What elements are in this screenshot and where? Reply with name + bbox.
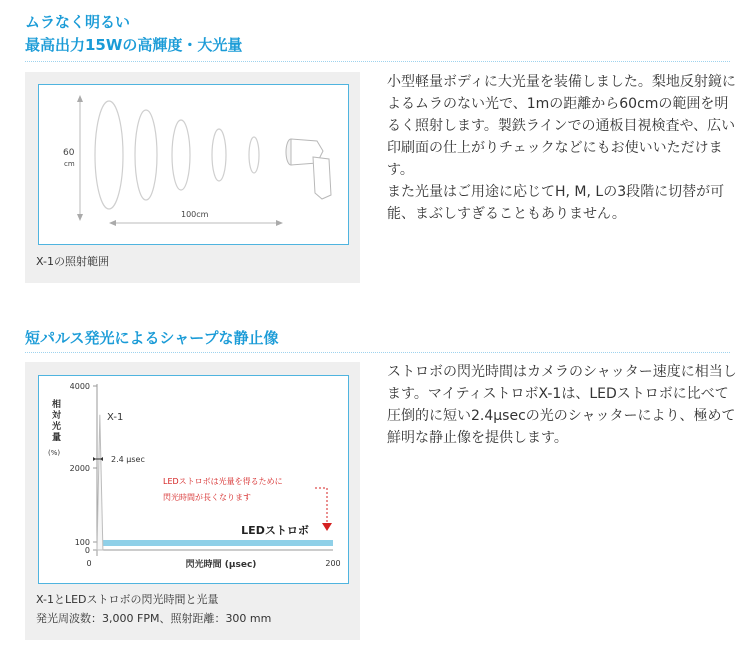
light-spots xyxy=(95,101,259,209)
y-axis-label-char: 相 xyxy=(52,400,62,410)
flash-duration-chart xyxy=(39,376,348,583)
figure2-caption-line1: X-1とLEDストロボの閃光時間と光量 xyxy=(36,593,219,606)
illumination-diagram xyxy=(39,85,348,244)
light-spot-5 xyxy=(249,137,259,173)
x-tick-label: 0 xyxy=(86,559,92,568)
led-series-bar xyxy=(97,540,333,546)
light-spot-3 xyxy=(172,120,190,190)
section1-text xyxy=(387,71,737,225)
x1-series-pulse xyxy=(97,415,103,550)
figure2-caption-line2: 発光周波数：3,000 FPM、照射距離：300 mm xyxy=(36,612,272,625)
y-axis-label-char: 量 xyxy=(52,433,62,443)
pulse-width-label: 2.4 μsec xyxy=(111,455,145,464)
figure2-panel xyxy=(25,362,360,640)
section1-paragraph1: 小型軽量ボディに大光量を装備しました。梨地反射鏡によるムラのない光で、1mの距離から60cmの範囲を明るく照射します。製鉄ラインでの通板目視検査や、広い印刷面の仕上がりチェックなどにもお使いいただけます。 xyxy=(387,74,736,178)
section2-title: 短パルス発光によるシャープな静止像 xyxy=(25,329,279,347)
section2-text: ストロボの閃光時間はカメラのシャッター速度に相当します。マイティストロボX-1は、LEDストロボに比べて圧倒的に短い2.4μsecの光のシャッターにより、極めて鮮明な静止像を提供します。 xyxy=(387,364,737,446)
light-spot-2 xyxy=(135,110,157,200)
y-axis-label-char: 対 xyxy=(52,411,62,421)
light-spot-1 xyxy=(95,101,123,209)
led-note-leader xyxy=(315,488,327,523)
distance-label: 100cm xyxy=(181,210,209,219)
section1-title-line2: 最高出力15Wの高輝度・大光量 xyxy=(25,36,243,54)
strobe-device xyxy=(286,139,331,199)
led-note-line1: LEDストロボは光量を得るために xyxy=(163,477,283,486)
light-spot-4 xyxy=(212,129,226,181)
led-note-line2: 閃光時間が長くなります xyxy=(163,493,251,502)
y-axis-label-char: 光 xyxy=(52,422,62,432)
figure2-image xyxy=(38,375,349,584)
pulse-width-arrow-left xyxy=(93,457,96,461)
figure1-image xyxy=(38,84,349,245)
led-series-label: LEDストロボ xyxy=(241,524,309,537)
y-tick-label: 100 xyxy=(74,538,90,547)
section1-divider xyxy=(25,61,730,62)
section1-title-line1: ムラなく明るい xyxy=(25,13,131,31)
x1-series-label: X-1 xyxy=(107,412,124,423)
figure1-panel xyxy=(25,72,360,283)
y-axis-label-unit: (%) xyxy=(48,449,61,457)
y-tick-label: 4000 xyxy=(69,382,90,391)
height-unit: cm xyxy=(64,160,75,168)
y-tick-label: 2000 xyxy=(69,464,90,473)
section1-paragraph2: また光量はご用途に応じてH, M, Lの3段階に切替が可能、まぶしすぎることもありません。 xyxy=(387,184,725,222)
x-axis-label: 閃光時間 (μsec) xyxy=(185,560,257,570)
x-tick-label: 200 xyxy=(325,559,341,568)
led-note-arrow xyxy=(322,523,332,531)
y-tick-label: 0 xyxy=(84,546,90,555)
figure1-caption: X-1の照射範囲 xyxy=(36,255,109,268)
section2-divider xyxy=(25,352,730,353)
height-label: 60 xyxy=(63,148,75,158)
